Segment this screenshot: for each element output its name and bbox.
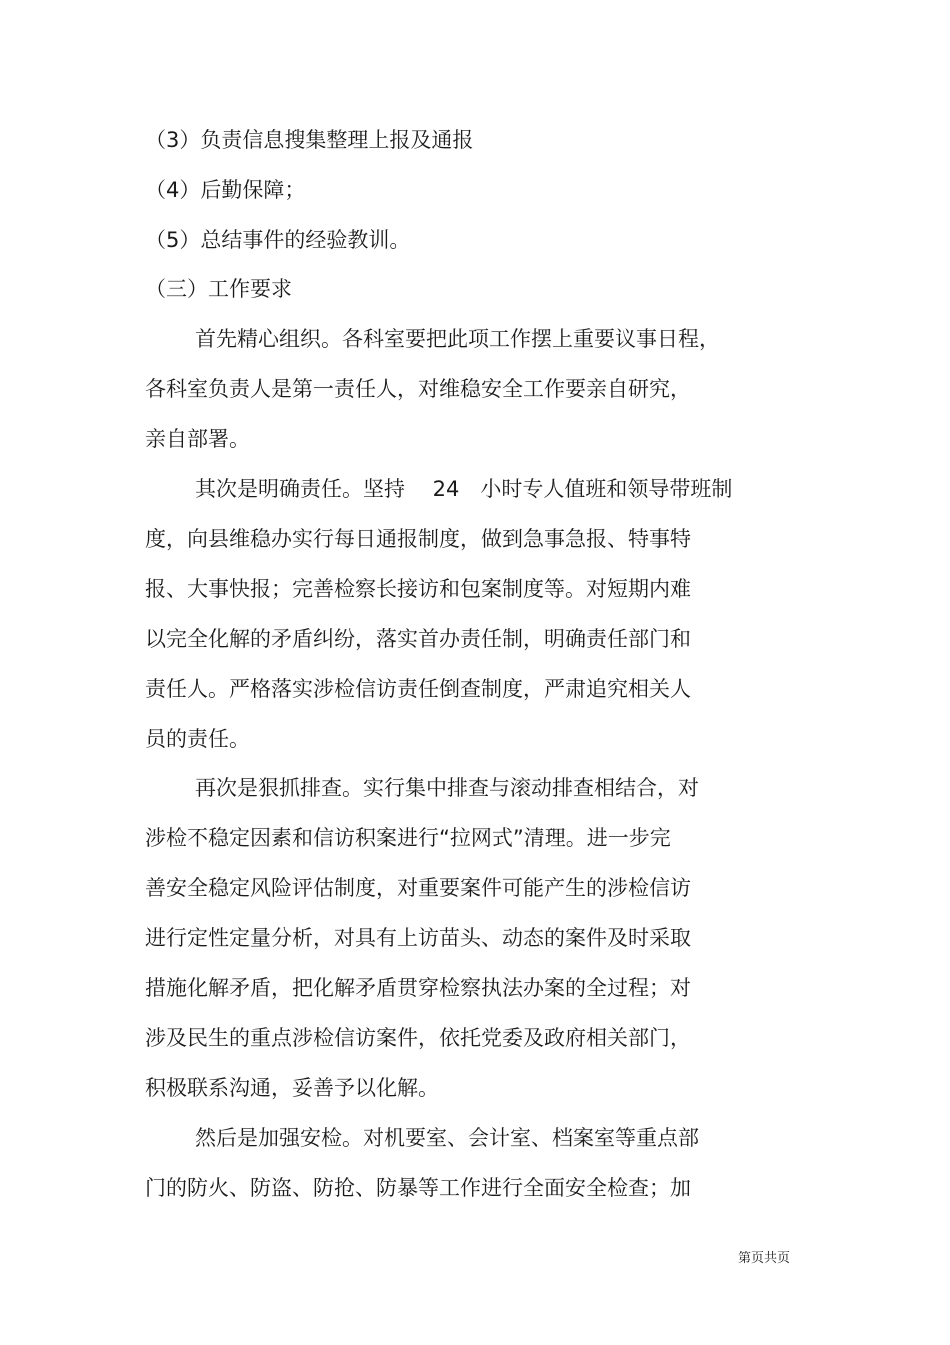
paragraph-line: 度，向县维稳办实行每日通报制度，做到急事急报、特事特 — [145, 527, 691, 551]
paragraph-line: 门的防火、防盗、防抢、防暴等工作进行全面安全检查；加 — [145, 1176, 691, 1200]
paragraph-line: 首先精心组织。各科室要把此项工作摆上重要议事日程， — [195, 327, 720, 351]
text-line-1: （3）负责信息搜集整理上报及通报 — [145, 128, 474, 152]
paragraph-line: 以完全化解的矛盾纠纷，落实首办责任制，明确责任部门和 — [145, 627, 691, 651]
paragraph-line: 然后是加强安检。对机要室、会计室、档案室等重点部 — [195, 1126, 699, 1150]
paragraph-line: 亲自部署。 — [145, 427, 250, 451]
paragraph-line: 报、大事快报；完善检察长接访和包案制度等。对短期内难 — [145, 577, 691, 601]
paragraph-line: 措施化解矛盾，把化解矛盾贯穿检察执法办案的全过程；对 — [145, 976, 691, 1000]
page-number-footer: 第页共页 — [738, 1251, 791, 1266]
paragraph-line: 涉及民生的重点涉检信访案件，依托党委及政府相关部门， — [145, 1026, 691, 1050]
paragraph-line: 责任人。严格落实涉检信访责任倒查制度，严肃追究相关人 — [145, 677, 691, 701]
text-line-2: （4）后勤保障； — [145, 178, 306, 202]
paragraph-line: 各科室负责人是第一责任人，对维稳安全工作要亲自研究， — [145, 377, 691, 401]
paragraph-line: 再次是狠抓排查。实行集中排查与滚动排查相结合，对 — [195, 776, 699, 800]
section-heading: （三）工作要求 — [145, 277, 292, 301]
paragraph-line: 员的责任。 — [145, 727, 250, 751]
paragraph-line: 善安全稳定风险评估制度，对重要案件可能产生的涉检信访 — [145, 876, 691, 900]
paragraph-line: 涉检不稳定因素和信访积案进行“拉网式”清理。进一步完 — [145, 826, 671, 850]
text-line-3: （5）总结事件的经验教训。 — [145, 228, 411, 252]
paragraph-line: 积极联系沟通，妥善予以化解。 — [145, 1076, 439, 1100]
paragraph-line: 其次是明确责任。坚持 24 小时专人值班和领导带班制 — [195, 477, 733, 501]
paragraph-line: 进行定性定量分析，对具有上访苗头、动态的案件及时采取 — [145, 926, 691, 950]
